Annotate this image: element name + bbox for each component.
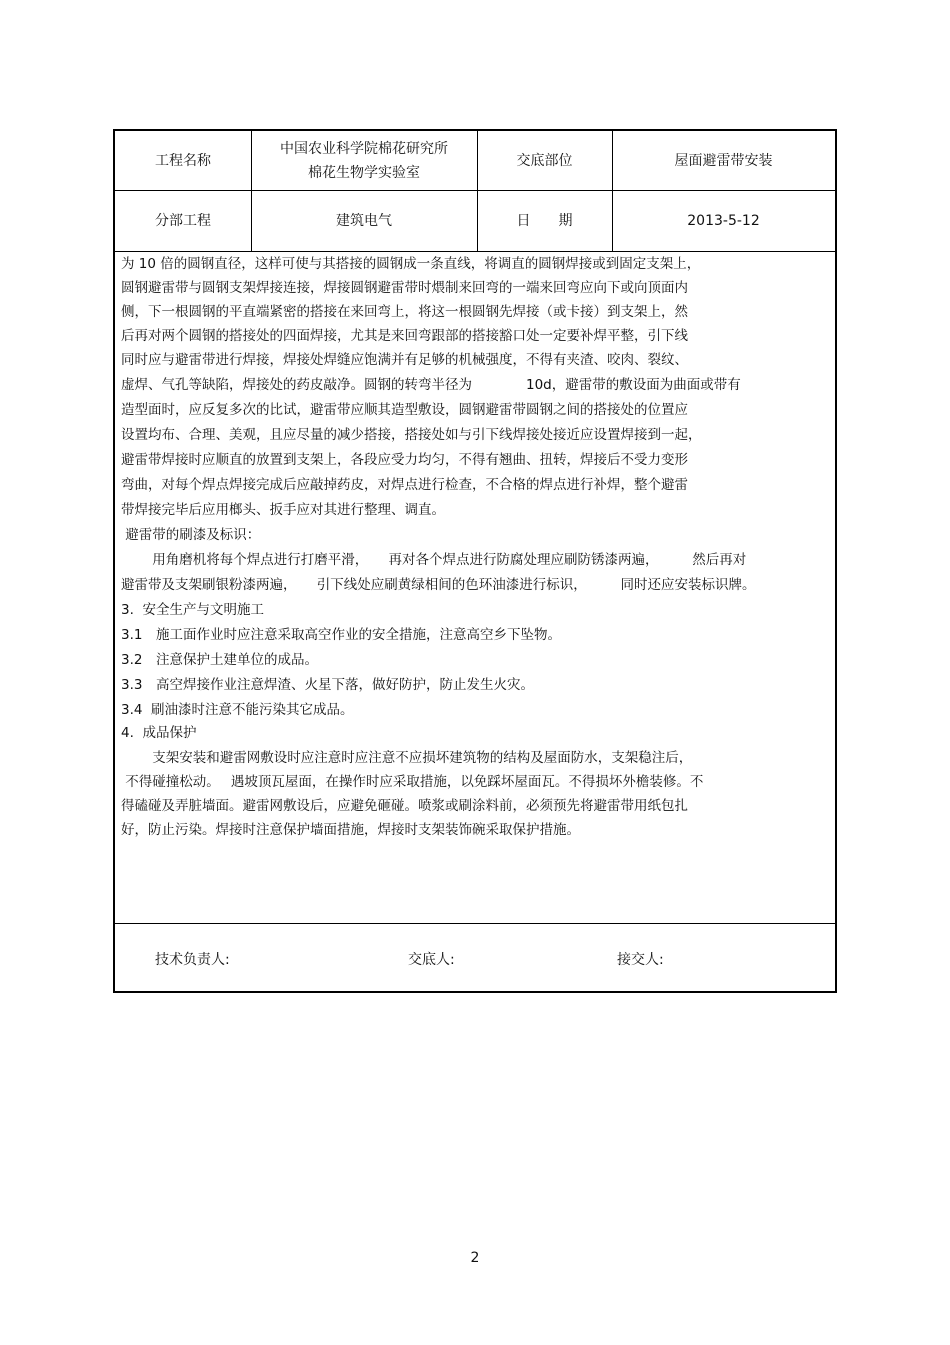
content-line: 带焊接完毕后应用榔头、扳手应对其进行整理、调直。 <box>121 502 445 518</box>
content-line: 虚焊、气孔等缺陷，焊接处的药皮敲净。圆钢的转弯半径为 10d，避雷带的敷设面为曲面或带有 <box>121 377 741 393</box>
section-heading: 4. 成品保护 <box>121 725 197 741</box>
content-line: 3.4 刷油漆时注意不能污染其它成品。 <box>121 702 354 718</box>
content-line: 用角磨机将每个焊点进行打磨平滑， 再对各个焊点进行防腐处理应刷防锈漆两遍， 然后再对 <box>121 552 747 568</box>
page-number: 2 <box>470 1250 480 1266</box>
sub-project-value: 建筑电气 <box>336 212 392 229</box>
content-line: 避雷带焊接时应顺直的放置到支架上，各段应受力均匀，不得有翘曲、扭转，焊接后不受力变形 <box>121 452 688 468</box>
date-label: 日 期 <box>516 212 573 229</box>
content-line: 避雷带及支架刷银粉漆两遍， 引下线处应刷黄绿相间的色环油漆进行标识， 同时还应安装标识牌。 <box>121 577 756 593</box>
project-name-line1: 中国农业科学院棉花研究所 <box>280 140 448 157</box>
content-line: 圆钢避雷带与圆钢支架焊接连接，焊接圆钢避雷带时煨制来回弯的一端来回弯应向下或向顶面内 <box>121 280 688 296</box>
row-divider-3 <box>115 923 835 924</box>
section-heading: 避雷带的刷漆及标识： <box>121 527 261 543</box>
content-line: 弯曲，对每个焊点焊接完成后应敲掉药皮，对焊点进行检查，不合格的焊点进行补焊，整个避雷 <box>121 477 688 493</box>
discloser-signature-label: 交底人: <box>408 952 455 968</box>
date-value: 2013-5-12 <box>687 212 760 229</box>
disclosure-form <box>113 129 837 993</box>
content-line: 3.3 高空焊接作业注意焊渣、火星下落，做好防护，防止发生火灾。 <box>121 677 534 693</box>
project-name-label: 工程名称 <box>155 152 211 169</box>
project-name-value <box>251 131 477 190</box>
content-line: 支架安装和避雷网敷设时应注意时应注意不应损坏建筑物的结构及屋面防水，支架稳注后， <box>121 750 693 766</box>
content-line: 为 10 倍的圆钢直径，这样可使与其搭接的圆钢成一条直线，将调直的圆钢焊接或到固定支架上， <box>121 256 701 272</box>
section-heading: 3. 安全生产与文明施工 <box>121 602 264 618</box>
content-line: 得磕碰及弄脏墙面。避雷网敷设后，应避免砸碰。喷浆或刷涂料前，必须预先将避雷带用纸包扎 <box>121 798 688 814</box>
content-line: 同时应与避雷带进行焊接，焊接处焊缝应饱满并有足够的机械强度，不得有夹渣、咬肉、裂纹、 <box>121 352 688 368</box>
content-line: 设置均布、合理、美观，且应尽量的减少搭接，搭接处如与引下线焊接处接近应设置焊接到一起， <box>121 427 702 443</box>
disclosure-part-value: 屋面避雷带安装 <box>674 152 773 169</box>
receiver-signature-label: 接交人: <box>617 952 664 968</box>
content-line: 3.1 施工面作业时应注意采取高空作业的安全措施，注意高空乡下坠物。 <box>121 627 561 643</box>
project-name-line2: 棉花生物学实验室 <box>308 164 420 181</box>
disclosure-part-label: 交底部位 <box>516 152 573 169</box>
content-line: 好，防止污染。焊接时注意保护墙面措施，焊接时支架装饰碗采取保护措施。 <box>121 822 580 838</box>
content-line: 后再对两个圆钢的搭接处的四面焊接，尤其是来回弯跟部的搭接豁口处一定要补焊平整，引下线 <box>121 328 688 344</box>
content-line: 侧，下一根圆钢的平直端紧密的搭接在来回弯上，将这一根圆钢先焊接（或卡接）到支架上，然 <box>121 304 688 320</box>
content-line: 不得碰撞松动。 遇坡顶瓦屋面，在操作时应采取措施，以免踩坏屋面瓦。不得损坏外檐装修。不 <box>121 774 704 790</box>
sub-project-label: 分部工程 <box>155 212 211 229</box>
content-line: 3.2 注意保护土建单位的成品。 <box>121 652 318 668</box>
tech-lead-signature-label: 技术负责人: <box>155 952 230 968</box>
row-divider-2 <box>115 251 835 252</box>
content-line: 造型面时，应反复多次的比试，避雷带应顺其造型敷设，圆钢避雷带圆钢之间的搭接处的位置应 <box>121 402 688 418</box>
